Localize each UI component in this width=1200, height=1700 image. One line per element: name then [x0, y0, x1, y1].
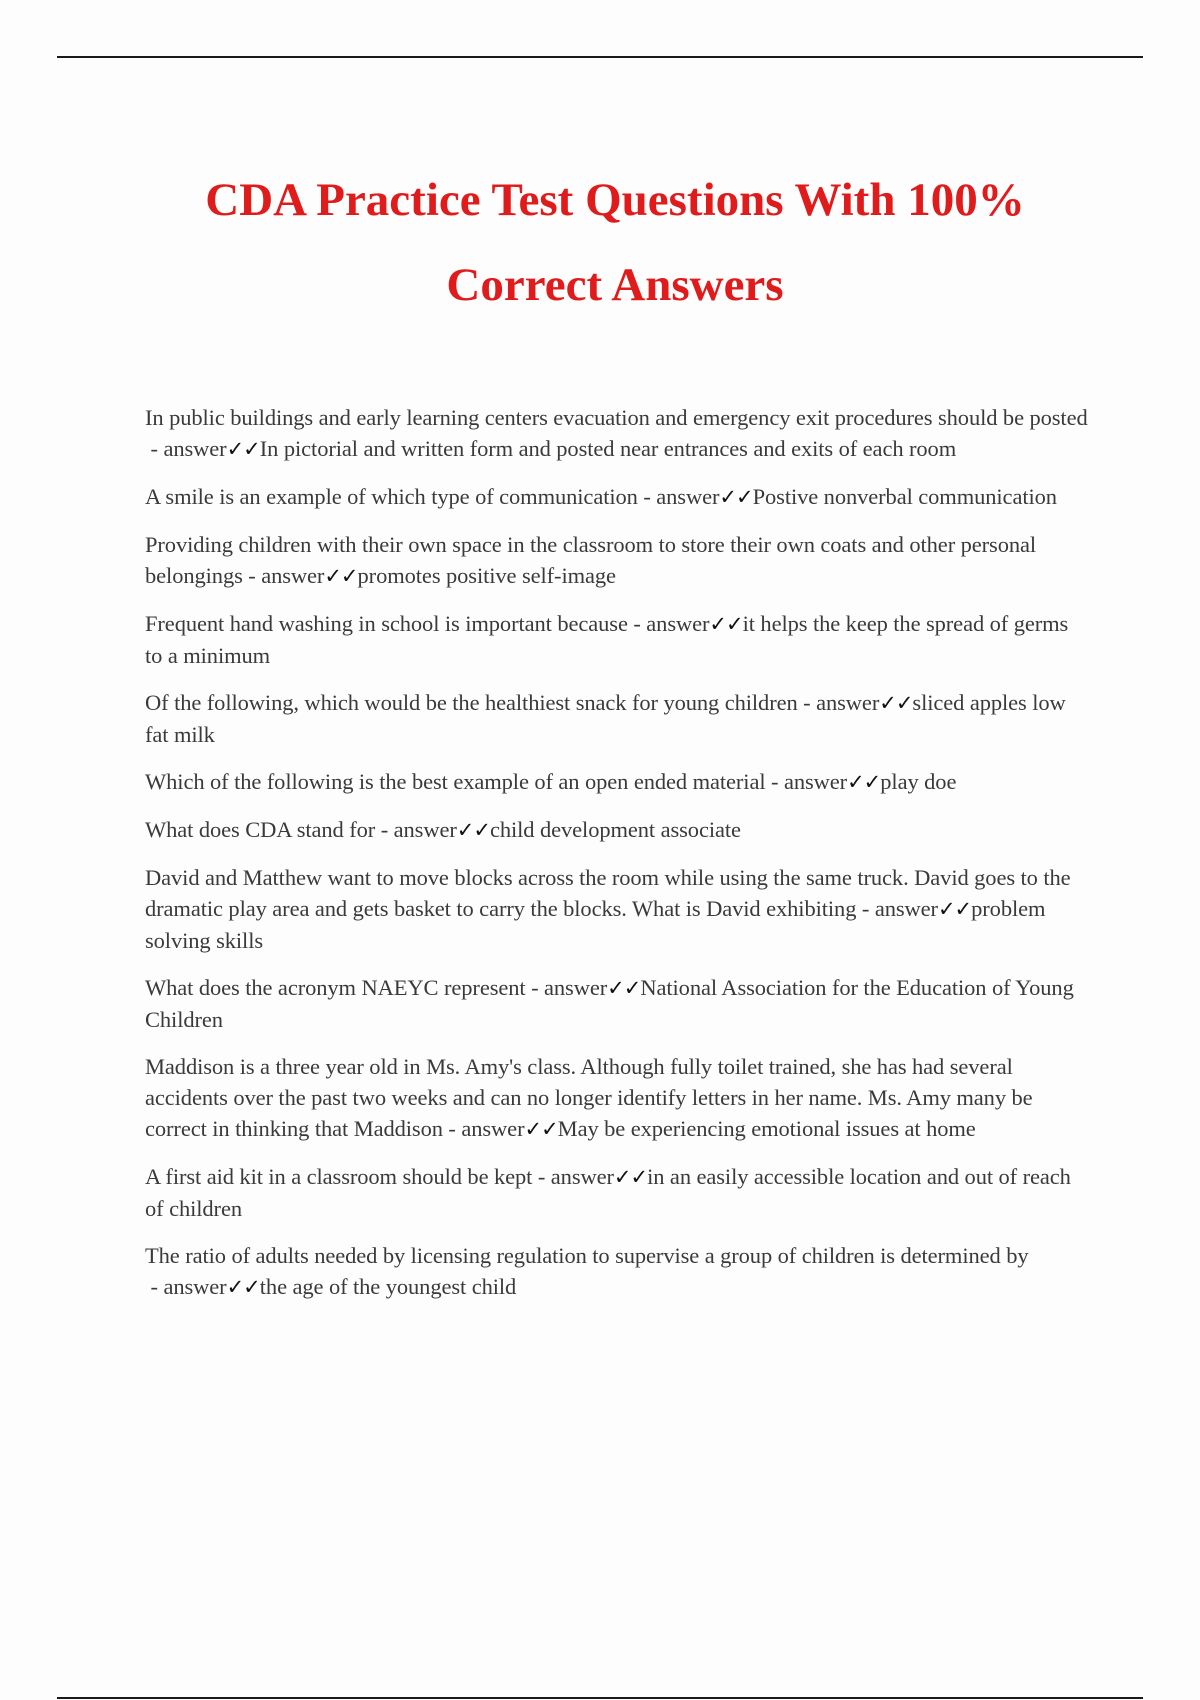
question-text: A smile is an example of which type of communication	[145, 484, 638, 509]
answer-label: answer	[816, 690, 880, 715]
answer-label: answer	[783, 769, 848, 794]
answer-label: answer	[461, 1116, 525, 1141]
double-check-icon: ✓✓	[719, 485, 753, 509]
question-text: Which of the following is the best example of an open ended material	[145, 769, 766, 794]
qa-item	[145, 972, 1090, 1035]
answer-text: May be experiencing emotional issues at home	[557, 1116, 976, 1141]
separator: -	[525, 975, 545, 1000]
answer-label: answer	[163, 436, 227, 461]
double-check-icon: ✓✓	[613, 1165, 648, 1189]
document-title	[100, 158, 1130, 328]
qa-item	[145, 1051, 1090, 1145]
answer-label: answer	[261, 563, 325, 588]
separator: -	[532, 1164, 551, 1189]
qa-item	[145, 529, 1090, 592]
bottom-rule	[57, 1697, 1143, 1699]
separator: -	[797, 690, 817, 715]
separator: -	[627, 611, 647, 636]
separator: -	[442, 1116, 462, 1141]
question-text: What does CDA stand for	[145, 817, 376, 842]
separator: -	[375, 817, 394, 842]
top-rule	[57, 56, 1143, 58]
separator: -	[145, 436, 164, 461]
separator: -	[856, 896, 875, 921]
answer-text: sliced apples low fat milk	[145, 690, 1066, 747]
question-text: Of the following, which would be the healthiest snack for young children	[145, 690, 798, 715]
question-text: Frequent hand washing in school is important because	[145, 611, 628, 636]
double-check-icon: ✓✓	[456, 818, 490, 842]
qa-item	[145, 766, 1090, 798]
answer-label: answer	[874, 896, 938, 921]
qa-item	[145, 481, 1090, 513]
separator: -	[637, 484, 657, 509]
question-text: Maddison is a three year old in Ms. Amy's class. Although fully toilet trained, she has had several accidents over the past two weeks and can no longer identify letters in her name. Ms. Amy many be correct in thinking that Maddison	[145, 1054, 1033, 1141]
title-line-1: CDA Practice Test Questions With 100%	[205, 174, 1025, 226]
double-check-icon: ✓✓	[524, 1117, 558, 1141]
separator: -	[145, 1274, 164, 1299]
question-text: David and Matthew want to move blocks across the room while using the same truck. David goes to the dramatic play area and gets basket to carry the blocks. What is David exhibiting	[145, 865, 1071, 921]
title-line-2: Correct Answers	[446, 259, 784, 311]
answer-label: answer	[646, 611, 710, 636]
question-text: The ratio of adults needed by licensing regulation to supervise a group of children is determined by	[145, 1243, 1029, 1268]
double-check-icon: ✓✓	[709, 612, 743, 636]
answer-text: promotes positive self-image	[357, 563, 616, 588]
answer-label: answer	[544, 975, 608, 1000]
answer-text: National Association for the Education of Young Children	[145, 975, 1074, 1032]
double-check-icon: ✓✓	[226, 437, 260, 461]
question-text: What does the acronym NAEYC represent	[145, 975, 526, 1000]
qa-item	[145, 402, 1090, 465]
question-text: Providing children with their own space in the classroom to store their own coats and other personal belongings	[145, 532, 1037, 588]
qa-item	[145, 1240, 1090, 1303]
question-text: In public buildings and early learning centers evacuation and emergency exit procedures should be posted	[145, 405, 1088, 430]
qa-item	[145, 608, 1090, 671]
answer-text: play doe	[880, 769, 957, 794]
answer-label: answer	[393, 817, 457, 842]
qa-list	[145, 402, 1090, 1319]
qa-item	[145, 1161, 1090, 1224]
answer-text: the age of the youngest child	[259, 1274, 517, 1299]
separator: -	[765, 769, 784, 794]
qa-item	[145, 862, 1090, 956]
qa-item	[145, 814, 1090, 846]
separator: -	[242, 563, 262, 588]
answer-text: Postive nonverbal communication	[752, 484, 1057, 509]
answer-label: answer	[656, 484, 720, 509]
answer-text: In pictorial and written form and posted near entrances and exits of each room	[259, 436, 957, 461]
double-check-icon: ✓✓	[937, 897, 972, 921]
double-check-icon: ✓✓	[324, 564, 358, 588]
answer-label: answer	[550, 1164, 614, 1189]
qa-item	[145, 687, 1090, 750]
double-check-icon: ✓✓	[607, 976, 641, 1000]
answer-label: answer	[163, 1274, 227, 1299]
double-check-icon: ✓✓	[879, 691, 913, 715]
answer-text: problem solving skills	[145, 896, 1046, 953]
answer-text: it helps the keep the spread of germs to a minimum	[145, 611, 1069, 668]
double-check-icon: ✓✓	[847, 770, 881, 794]
answer-text: in an easily accessible location and out of reach of children	[145, 1164, 1071, 1221]
question-text: A first aid kit in a classroom should be kept	[145, 1164, 533, 1189]
double-check-icon: ✓✓	[226, 1275, 260, 1299]
answer-text: child development associate	[489, 817, 741, 842]
